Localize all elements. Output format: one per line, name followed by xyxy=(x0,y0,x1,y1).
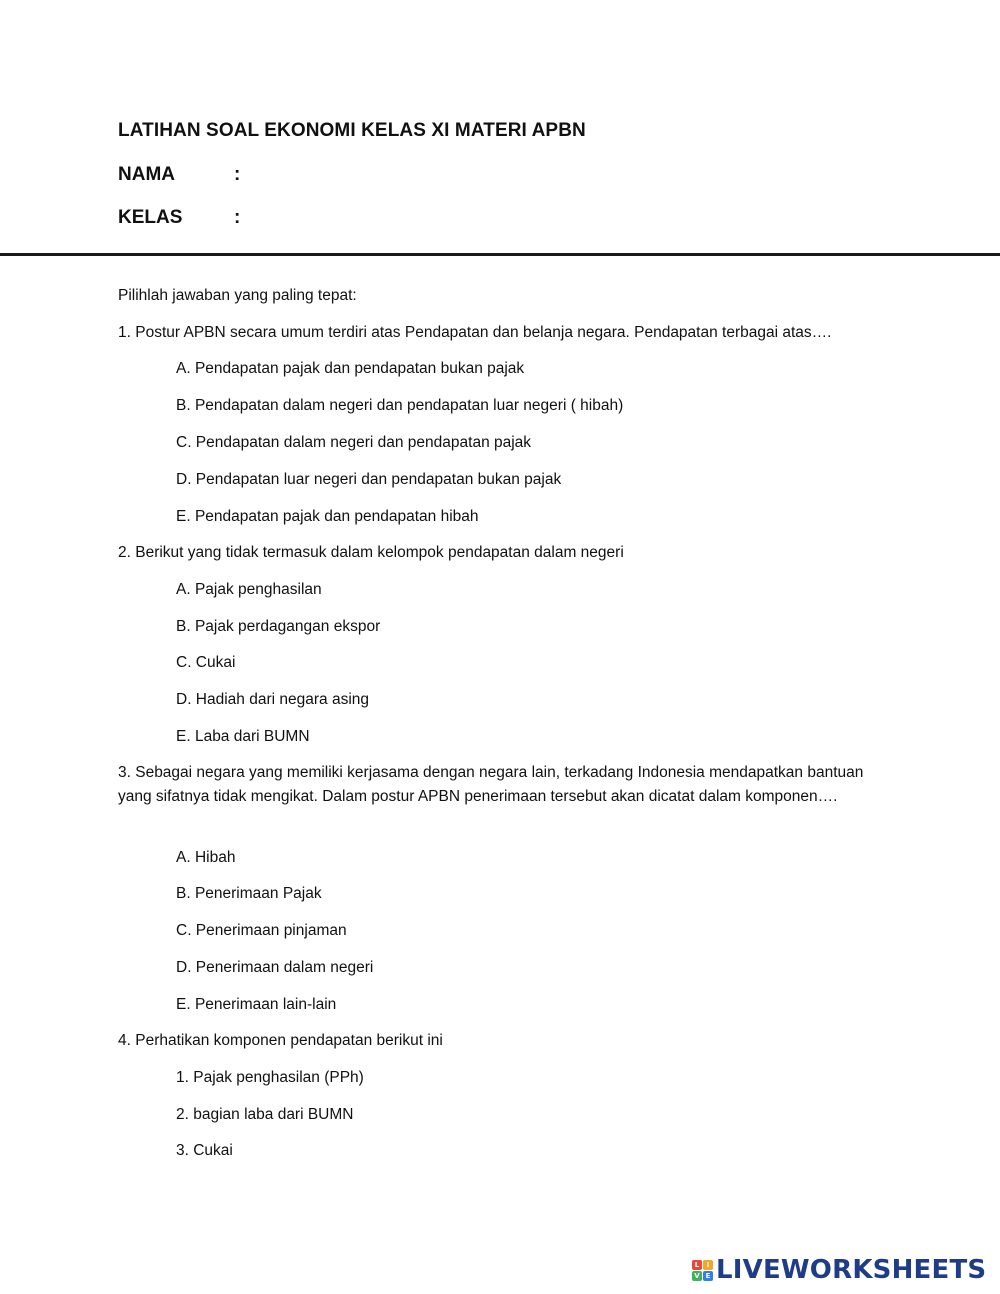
question-2-option-e[interactable]: E. Laba dari BUMN xyxy=(176,728,310,745)
page-title: LATIHAN SOAL EKONOMI KELAS XI MATERI APBN xyxy=(118,120,586,141)
liveworksheets-logo xyxy=(692,1254,986,1286)
instruction: Pilihlah jawaban yang paling tepat: xyxy=(118,287,357,304)
logo-tile-v: V xyxy=(692,1271,702,1281)
question-2-option-c[interactable]: C. Cukai xyxy=(176,654,236,671)
nama-colon: : xyxy=(234,164,241,185)
question-2: 2. Berikut yang tidak termasuk dalam kelompok pendapatan dalam negeri xyxy=(118,544,624,561)
question-3-option-c[interactable]: C. Penerimaan pinjaman xyxy=(176,922,347,939)
question-3: 3. Sebagai negara yang memiliki kerjasama dengan negara lain, terkadang Indonesia mendapatkan bantuan yang sifatnya tidak mengikat. Dalam postur APBN penerimaan tersebut akan dicatat dalam komponen…. xyxy=(118,764,864,805)
question-3-option-b[interactable]: B. Penerimaan Pajak xyxy=(176,885,322,902)
question-3-option-a[interactable]: A. Hibah xyxy=(176,849,236,866)
question-4-item-3: 3. Cukai xyxy=(176,1142,233,1159)
nama-field xyxy=(118,164,240,186)
question-2-option-d[interactable]: D. Hadiah dari negara asing xyxy=(176,691,370,708)
question-3-option-e[interactable]: E. Penerimaan lain-lain xyxy=(176,996,337,1013)
question-4: 4. Perhatikan komponen pendapatan berikut ini xyxy=(118,1032,443,1049)
logo-tile-e: E xyxy=(703,1271,713,1281)
kelas-colon: : xyxy=(234,207,241,228)
question-2-option-a[interactable]: A. Pajak penghasilan xyxy=(176,581,322,598)
question-4-item-2: 2. bagian laba dari BUMN xyxy=(176,1106,354,1123)
kelas-label: KELAS xyxy=(118,207,183,228)
question-1: 1. Postur APBN secara umum terdiri atas Pendapatan dan belanja negara. Pendapatan terbagai atas…. xyxy=(118,324,832,341)
question-1-option-e[interactable]: E. Pendapatan pajak dan pendapatan hibah xyxy=(176,508,479,525)
question-2-option-b[interactable]: B. Pajak perdagangan ekspor xyxy=(176,618,381,635)
question-1-option-b[interactable]: B. Pendapatan dalam negeri dan pendapatan luar negeri ( hibah) xyxy=(176,397,624,414)
liveworksheets-logo-icon xyxy=(692,1260,713,1281)
kelas-field xyxy=(118,207,240,229)
logo-tile-i: I xyxy=(703,1260,713,1270)
question-1-option-d[interactable]: D. Pendapatan luar negeri dan pendapatan bukan pajak xyxy=(176,471,562,488)
header-divider xyxy=(0,253,1000,256)
logo-tile-l: L xyxy=(692,1260,702,1270)
logo-text: LIVEWORKSHEETS xyxy=(716,1255,987,1285)
nama-label: NAMA xyxy=(118,164,175,185)
question-1-option-a[interactable]: A. Pendapatan pajak dan pendapatan bukan pajak xyxy=(176,360,525,377)
question-3-option-d[interactable]: D. Penerimaan dalam negeri xyxy=(176,959,374,976)
question-1-option-c[interactable]: C. Pendapatan dalam negeri dan pendapatan pajak xyxy=(176,434,532,451)
question-4-item-1: 1. Pajak penghasilan (PPh) xyxy=(176,1069,364,1086)
